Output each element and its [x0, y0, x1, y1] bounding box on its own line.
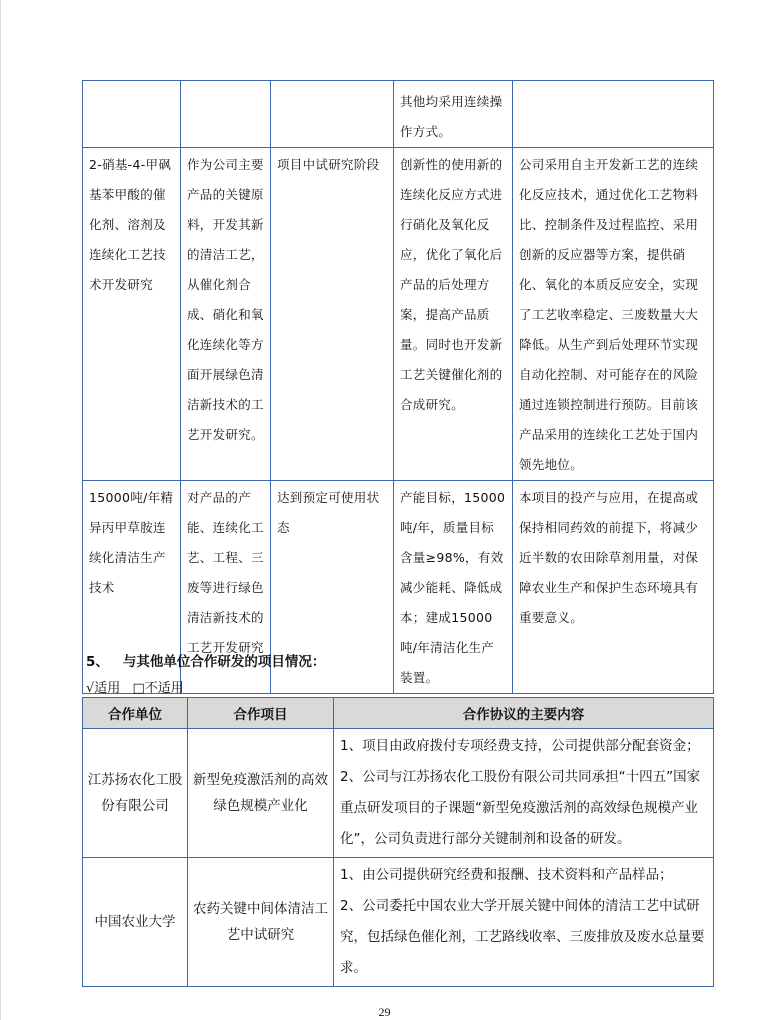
coop-content-cell — [334, 858, 714, 987]
project-table — [82, 80, 714, 694]
coop-unit-cell: 中国农业大学 — [83, 858, 188, 987]
applicability-options — [86, 677, 192, 696]
project-level-cell — [513, 81, 714, 148]
project-name-cell: 2-硝基-4-甲砜基苯甲酸的催化剂、溶剂及连续化工艺技术开发研究 — [83, 148, 181, 481]
section-title-text: 与其他单位合作研发的项目情况： — [122, 654, 326, 670]
cooperation-table — [82, 697, 714, 987]
table-row — [83, 858, 714, 987]
table-row — [83, 148, 714, 481]
applicable-checkbox: √适用 — [86, 681, 121, 696]
project-name-cell: 15000吨/年精异丙甲草胺连续化清洁生产技术 — [83, 481, 181, 694]
coop-project-cell: 农药关键中间体清洁工艺中试研究 — [188, 858, 334, 987]
project-stage-cell: 项目中试研究阶段 — [271, 148, 394, 481]
coop-content-cell — [334, 729, 714, 858]
content-line: 2、公司与江苏扬农化工股份有限公司共同承担“十四五”国家重点研发项目的子课题“新型免疫激活剂的高效绿色规模产业化”，公司负责进行部分关键制剂和设备的研发。 — [340, 769, 701, 847]
project-level-cell: 本项目的投产与应用，在提高或保持相同药效的前提下，将减少近半数的农田除草剂用量，对保障农业生产和保护生态环境具有重要意义。 — [513, 481, 714, 694]
project-purpose-cell — [181, 81, 271, 148]
page-number: 29 — [378, 1005, 391, 1019]
content-line: 1、项目由政府拨付专项经费支持，公司提供部分配套资金； — [340, 738, 700, 754]
section-number: 5、 — [86, 654, 109, 670]
coop-unit-cell: 江苏扬农化工股份有限公司 — [83, 729, 188, 858]
project-goal-cell: 创新性的使用新的连续化反应方式进行硝化及氧化反应，优化了氧化后产品的后处理方案，提高产品质量。同时也开发新工艺关键催化剂的合成研究。 — [394, 148, 513, 481]
project-name-cell — [83, 81, 181, 148]
header-unit: 合作单位 — [83, 698, 188, 729]
header-content: 合作协议的主要内容 — [334, 698, 714, 729]
page-edge-line — [0, 0, 1, 1020]
project-level-cell: 公司采用自主开发新工艺的连续化反应技术，通过优化工艺物料比、控制条件及过程监控、采用创新的反应器等方案，提供硝化、氧化的本质反应安全，实现了工艺收率稳定、三废数量大大降低。从生产到后处理环节实现自动化控制、对可能存在的风险通过连锁控制进行预防。目前该产品采用的连续化工艺处于国内领先地位。 — [513, 148, 714, 481]
coop-project-cell: 新型免疫激活剂的高效绿色规模产业化 — [188, 729, 334, 858]
not-applicable-checkbox: □不适用 — [132, 681, 184, 696]
table-header-row — [83, 698, 714, 729]
project-stage-cell: 达到预定可使用状态 — [271, 481, 394, 694]
project-purpose-cell: 对产品的产能、连续化工艺、工程、三废等进行绿色清洁新技术的工艺开发研究 — [181, 481, 271, 694]
project-purpose-cell: 作为公司主要产品的关键原料，开发其新的清洁工艺，从催化剂合成、硝化和氧化连续化等方面开展绿色清洁新技术的工艺开发研究。 — [181, 148, 271, 481]
project-goal-cell: 产能目标，15000吨/年，质量目标含量≥98%，有效减少能耗、降低成本；建成15000吨/年清洁化生产装置。 — [394, 481, 513, 694]
header-project: 合作项目 — [188, 698, 334, 729]
content-line: 1、由公司提供研究经费和报酬、技术资料和产品样品； — [340, 867, 673, 883]
content-line: 2、公司委托中国农业大学开展关键中间体的清洁工艺中试研究，包括绿色催化剂，工艺路线收率、三废排放及废水总量要求。 — [340, 898, 705, 976]
project-goal-cell: 其他均采用连续操作方式。 — [394, 81, 513, 148]
table-row — [83, 81, 714, 148]
table-row — [83, 729, 714, 858]
section-heading — [86, 650, 325, 670]
project-stage-cell — [271, 81, 394, 148]
